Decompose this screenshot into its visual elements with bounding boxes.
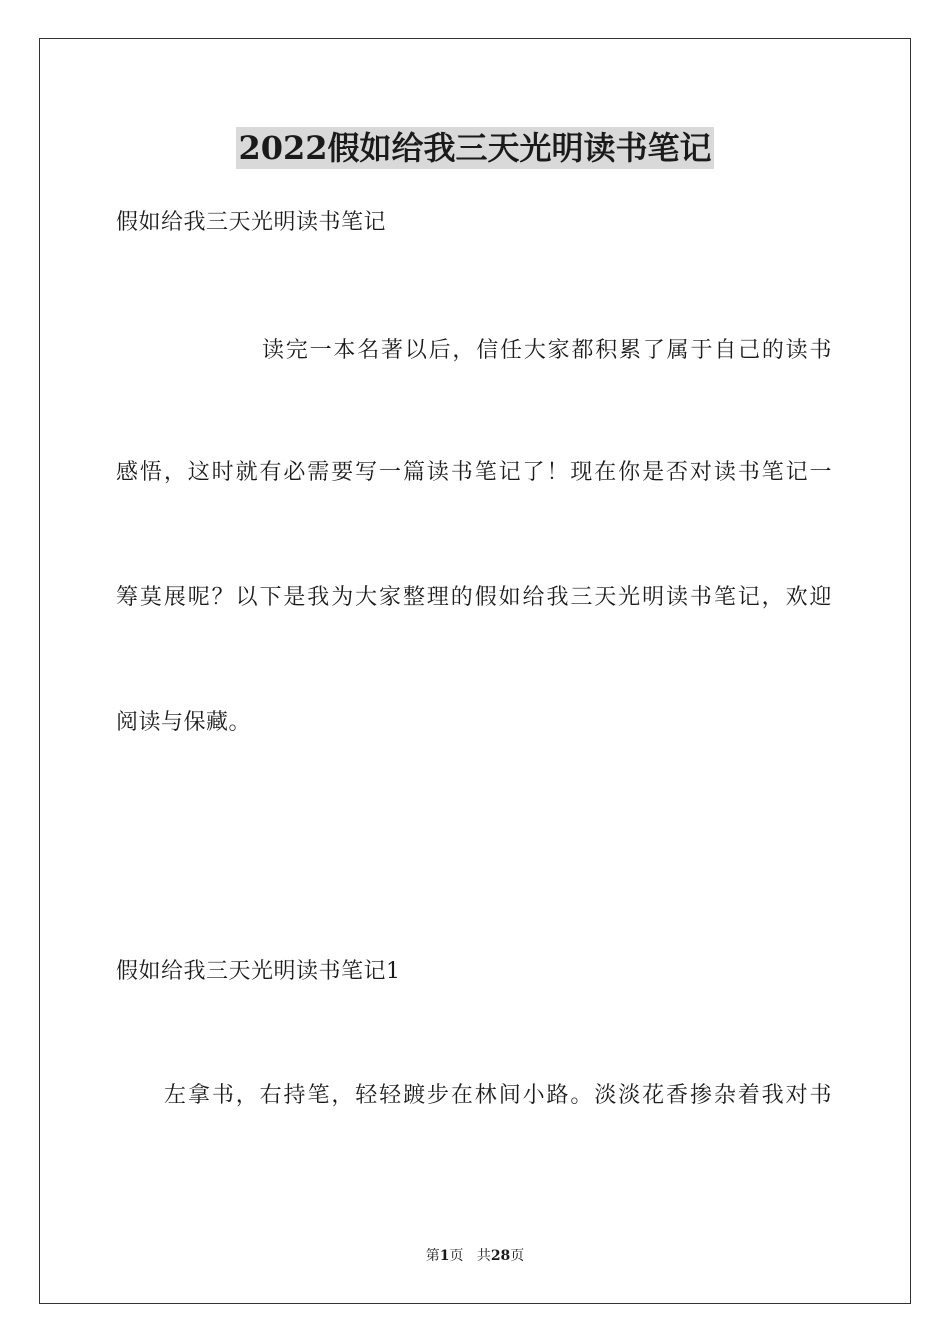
section-line-1: 左拿书，右持笔，轻轻踱步在林间小路。淡淡花香掺杂着我对书 <box>164 1083 832 1108</box>
intro-line-4: 阅读与保藏。 <box>116 710 252 735</box>
document-title: 2022假如给我三天光明读书笔记 <box>238 129 712 167</box>
intro-line-1: 读完一本名著以后，信任大家都积累了属于自己的读书 <box>262 338 832 363</box>
intro-line-3: 筹莫展呢？以下是我为大家整理的假如给我三天光明读书笔记，欢迎 <box>116 585 832 610</box>
footer-page-prefix: 第 <box>425 1248 440 1264</box>
footer-total-suffix: 页 <box>510 1248 525 1264</box>
intro-line-2: 感悟，这时就有必需要写一篇读书笔记了！现在你是否对读书笔记一 <box>116 460 832 485</box>
page-footer <box>0 1247 950 1265</box>
document-subtitle: 假如给我三天光明读书笔记 <box>116 210 387 235</box>
footer-total-pages: 28 <box>490 1248 511 1264</box>
footer-total-prefix: 共 <box>476 1248 491 1264</box>
footer-page-number: 1 <box>439 1248 450 1264</box>
section-heading: 假如给我三天光明读书笔记1 <box>116 959 401 984</box>
footer-page-suffix: 页 <box>449 1248 464 1264</box>
title-container <box>0 127 950 169</box>
